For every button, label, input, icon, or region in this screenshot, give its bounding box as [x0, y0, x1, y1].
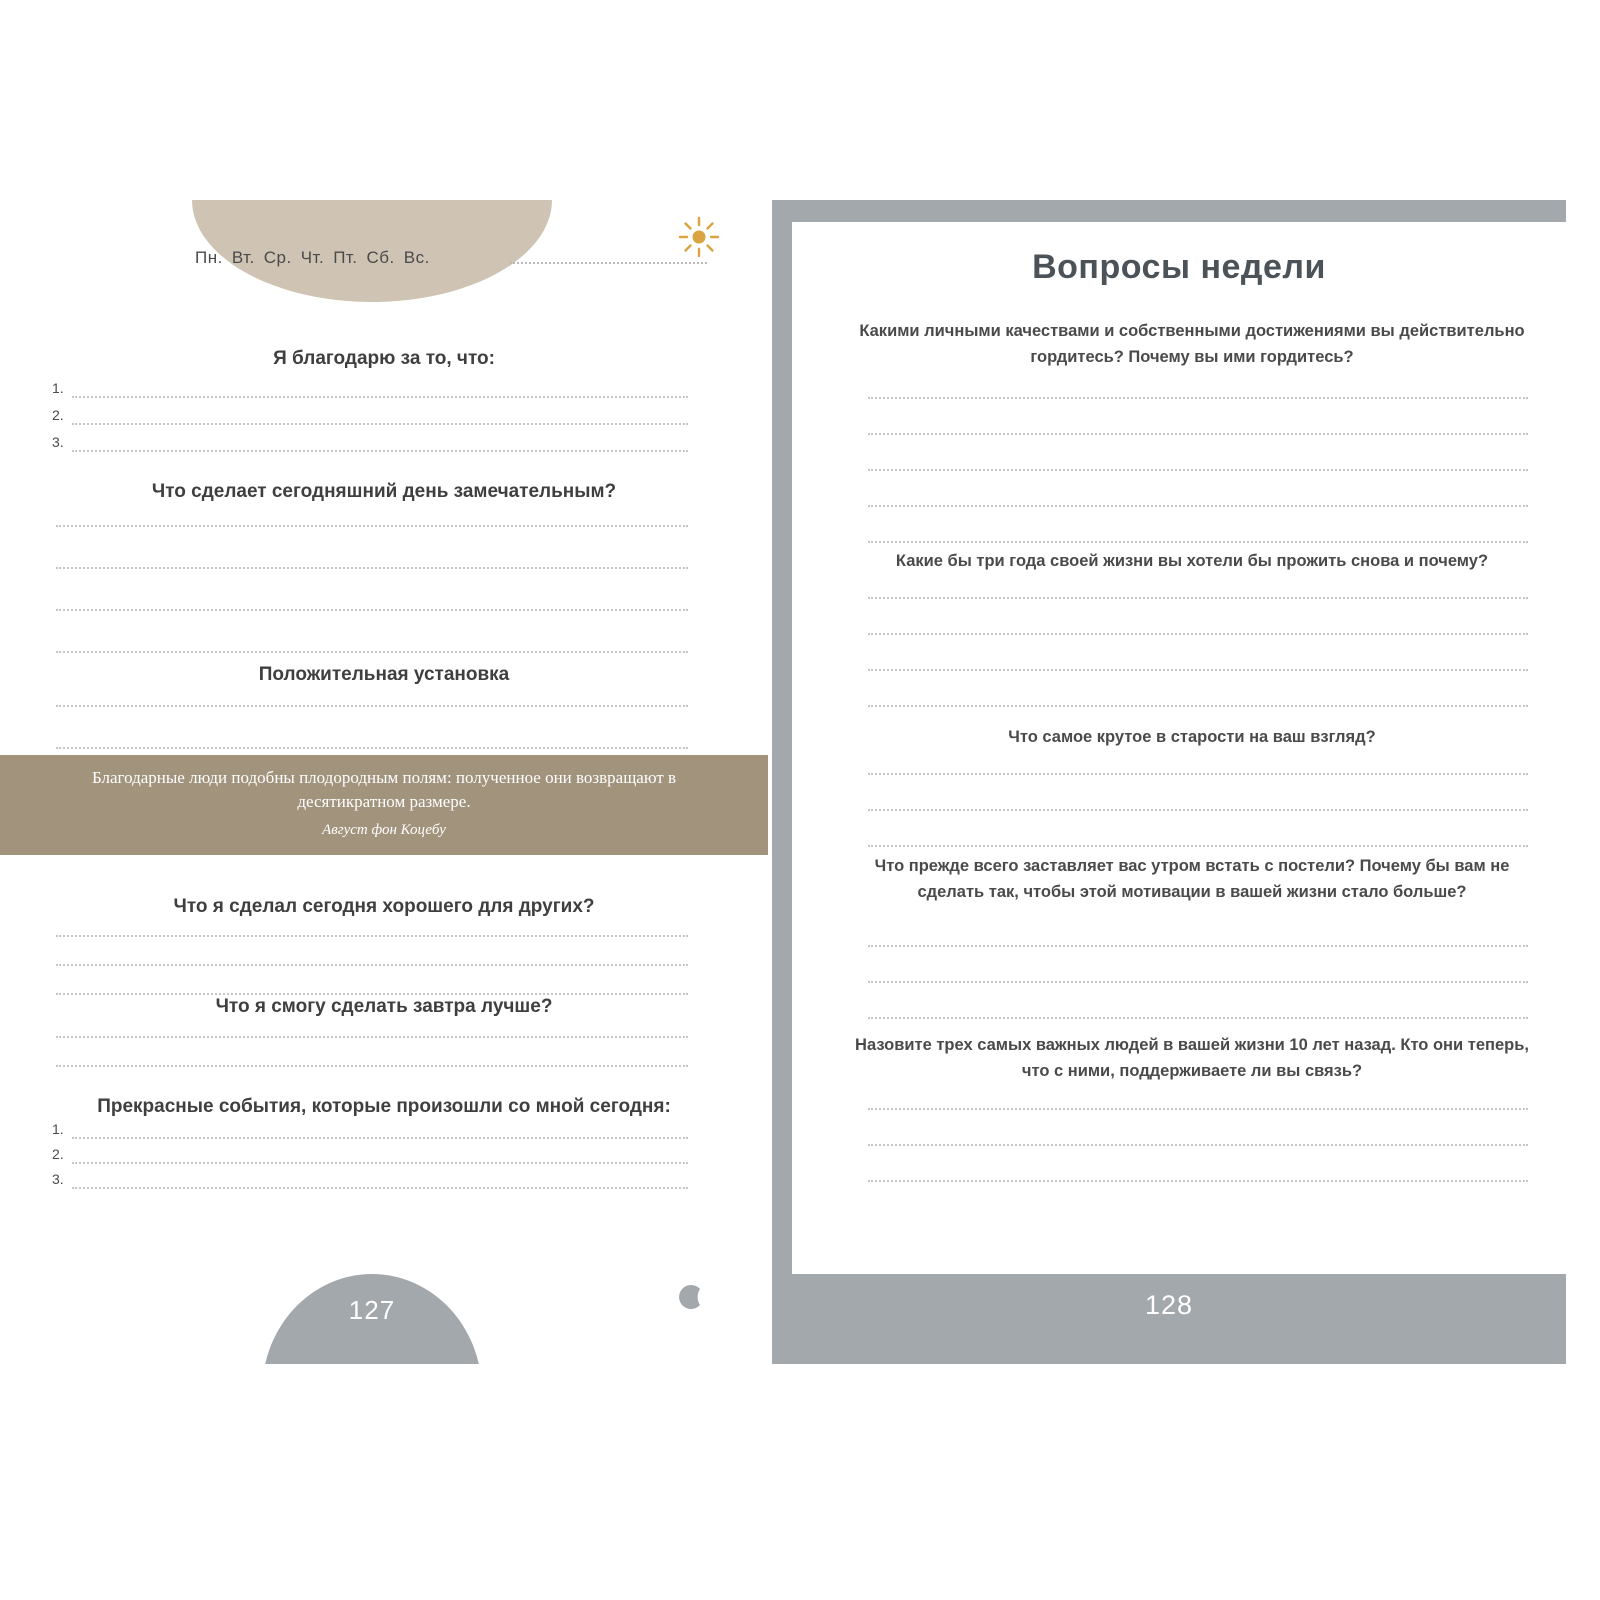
question-1-line-4[interactable]	[868, 505, 1528, 507]
better-tomorrow-line-2[interactable]	[56, 1065, 688, 1067]
question-4-line-2[interactable]	[868, 981, 1528, 983]
question-1-line-5[interactable]	[868, 541, 1528, 543]
question-2: Какие бы три года своей жизни вы хотели бы прожить снова и почему?	[895, 552, 1489, 570]
question-2-line-1[interactable]	[868, 597, 1528, 599]
sun-icon	[676, 214, 722, 260]
weekday-sat[interactable]: Сб.	[366, 248, 395, 267]
weekday-wed[interactable]: Ср.	[263, 248, 292, 267]
gratitude-num-1: 1.	[52, 380, 64, 396]
weekday-tue[interactable]: Вт.	[231, 248, 255, 267]
heading-better-tomorrow: Что я смогу сделать завтра лучше?	[215, 996, 553, 1017]
question-3-line-2[interactable]	[868, 809, 1528, 811]
affirmation-line-2[interactable]	[56, 747, 688, 749]
question-5-line-3[interactable]	[868, 1180, 1528, 1182]
page-title: Вопросы недели	[1032, 248, 1326, 286]
question-4-line-3[interactable]	[868, 1017, 1528, 1019]
left-page	[0, 200, 768, 1364]
weekday-thu[interactable]: Чт.	[300, 248, 325, 267]
date-write-line[interactable]	[510, 262, 707, 264]
events-num-1: 1.	[52, 1121, 64, 1137]
heading-wonderful-events: Прекрасные события, которые произошли со мной сегодня:	[97, 1096, 671, 1117]
heading-good-for-others: Что я сделал сегодня хорошего для других?	[173, 896, 595, 917]
question-2-line-2[interactable]	[868, 633, 1528, 635]
question-1-line-1[interactable]	[868, 397, 1528, 399]
question-3-line-1[interactable]	[868, 773, 1528, 775]
heading-gratitude: Я благодарю за то, что:	[273, 348, 495, 369]
events-line-3[interactable]	[72, 1187, 688, 1189]
right-page	[772, 200, 1566, 1364]
wonderful-day-line-3[interactable]	[56, 609, 688, 611]
question-2-line-4[interactable]	[868, 705, 1528, 707]
question-5: Назовите трех самых важных людей в вашей жизни 10 лет назад. Кто они теперь, что с ними, поддерживаете ли вы связь?	[855, 1036, 1529, 1080]
gratitude-num-3: 3.	[52, 434, 64, 450]
weekday-mon[interactable]: Пн.	[195, 248, 223, 267]
events-line-2[interactable]	[72, 1162, 688, 1164]
question-5-line-1[interactable]	[868, 1108, 1528, 1110]
right-page-gutter-band	[772, 200, 792, 1364]
gratitude-line-1[interactable]	[72, 396, 688, 398]
wonderful-day-line-4[interactable]	[56, 651, 688, 653]
question-5-line-2[interactable]	[868, 1144, 1528, 1146]
quote-band	[0, 755, 768, 855]
question-3-line-3[interactable]	[868, 845, 1528, 847]
better-tomorrow-line-1[interactable]	[56, 1036, 688, 1038]
question-1-line-3[interactable]	[868, 469, 1528, 471]
weekday-sun[interactable]: Вс.	[403, 248, 430, 267]
question-1-line-2[interactable]	[868, 433, 1528, 435]
wonderful-day-line-2[interactable]	[56, 567, 688, 569]
gratitude-line-2[interactable]	[72, 423, 688, 425]
question-3: Что самое крутое в старости на ваш взгляд?	[1008, 728, 1376, 746]
good-for-others-line-3[interactable]	[56, 993, 688, 995]
quote-author: Август фон Коцебу	[322, 822, 446, 838]
right-page-top-band	[772, 200, 1566, 222]
weekday-fri[interactable]: Пт.	[333, 248, 358, 267]
wonderful-day-line-1[interactable]	[56, 525, 688, 527]
gratitude-num-2: 2.	[52, 407, 64, 423]
question-4: Что прежде всего заставляет вас утром встать с постели? Почему бы вам не сделать так, чтобы этой мотивации в вашей жизни стало больше?	[874, 857, 1510, 901]
events-num-3: 3.	[52, 1171, 64, 1187]
question-2-line-3[interactable]	[868, 669, 1528, 671]
question-4-line-1[interactable]	[868, 945, 1528, 947]
heading-wonderful-day: Что сделает сегодняшний день замечательным?	[151, 481, 617, 502]
weekday-selector[interactable]	[195, 248, 439, 268]
good-for-others-line-2[interactable]	[56, 964, 688, 966]
page-number-right: 128	[1144, 1290, 1194, 1320]
moon-icon	[676, 1280, 710, 1314]
gratitude-line-3[interactable]	[72, 450, 688, 452]
events-line-1[interactable]	[72, 1137, 688, 1139]
quote-text: Благодарные люди подобны плодородным полям: полученное они возвращают в десятикратном размере.	[91, 768, 677, 811]
question-1: Какими личными качествами и собственными достижениями вы действительно гордитесь? Почему вы ими гордитесь?	[859, 322, 1525, 366]
page-number-left: 127	[348, 1295, 396, 1325]
heading-affirmation: Положительная установка	[258, 664, 510, 685]
affirmation-line-1[interactable]	[56, 705, 688, 707]
good-for-others-line-1[interactable]	[56, 935, 688, 937]
events-num-2: 2.	[52, 1146, 64, 1162]
